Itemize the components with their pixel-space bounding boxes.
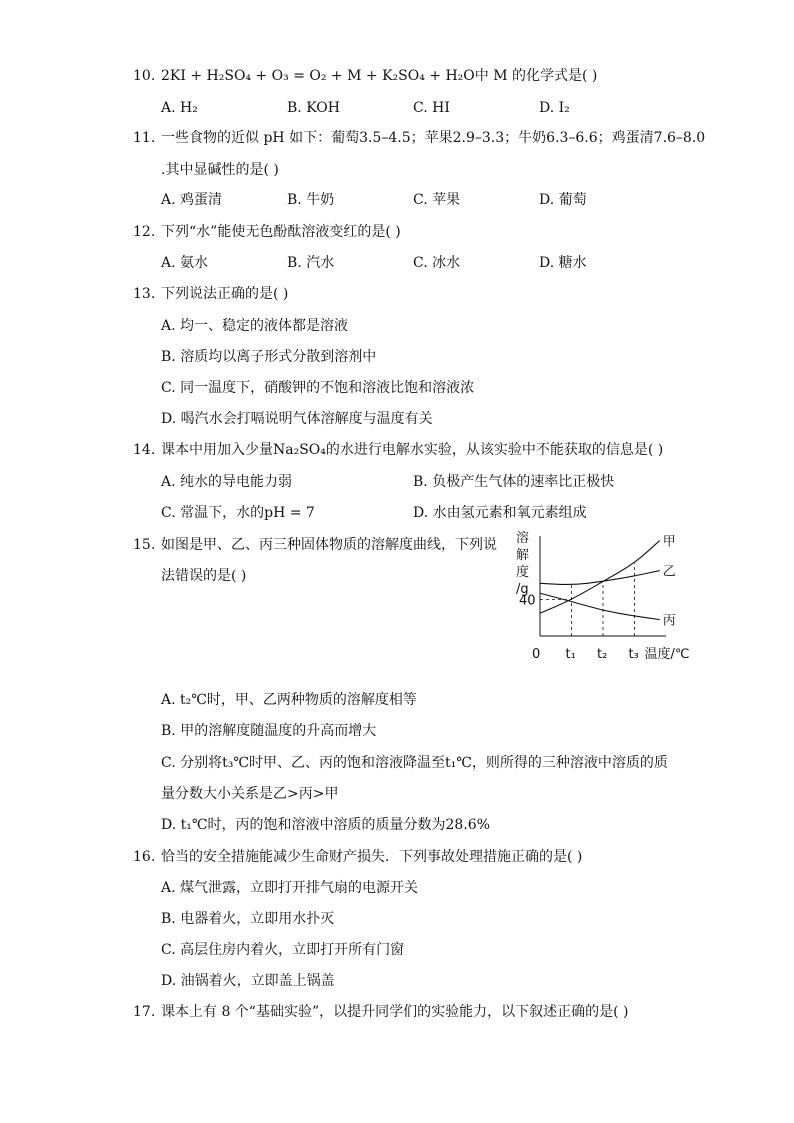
option-d: D. t₁℃时，丙的饱和溶液中溶质的质量分数为28.6% — [161, 817, 490, 833]
option-a: A. 煤气泄露，立即打开排气扇的电源开关 — [161, 880, 419, 896]
question-stem: 课本上有 8 个“基础实验”，以提升同学们的实验能力，以下叙述正确的是( ) — [161, 1004, 629, 1020]
question-number: 11. — [133, 130, 156, 146]
series-line — [540, 593, 660, 619]
y-tick-label: 40 — [519, 593, 536, 609]
question-number: 17. — [133, 1004, 156, 1020]
option-c: C. 分别将t₃℃时甲、乙、丙的饱和溶液降温至t₁℃，则所得的三种溶液中溶质的质 — [161, 755, 668, 771]
y-axis-label: 溶 — [516, 531, 530, 546]
question-stem: 课本中用加入少量Na₂SO₄的水进行电解水实验，从该实验中不能获取的信息是( ) — [161, 442, 664, 458]
option-d: D. I₂ — [539, 100, 570, 116]
option-b: B. 汽水 — [287, 255, 335, 271]
option-b: B. 电器着火，立即用水扑灭 — [161, 911, 335, 927]
question-number: 10. — [133, 68, 156, 84]
option-c: C. 同一温度下，硝酸钾的不饱和溶液比饱和溶液浓 — [161, 380, 475, 396]
series-label: 甲 — [662, 534, 676, 550]
option-b: B. 负极产生气体的速率比正极快 — [413, 474, 615, 490]
series-label: 乙 — [662, 564, 676, 580]
option-a: A. 均一、稳定的液体都是溶液 — [161, 318, 349, 334]
x-tick-label: t₃ — [628, 647, 639, 662]
option-a: A. 氨水 — [161, 255, 209, 271]
y-axis-label: /g — [516, 582, 529, 597]
option-b: B. 溶质均以离子形式分散到溶剂中 — [161, 349, 377, 365]
series-line — [540, 571, 660, 585]
chart-labels — [516, 530, 689, 662]
chart-guides — [540, 563, 635, 636]
x-tick-label: t₁ — [565, 647, 576, 662]
question-stem-cont: .其中显碱性的是( ) — [161, 162, 279, 178]
question-number: 13. — [133, 286, 156, 302]
option-d: D. 葡萄 — [539, 192, 587, 208]
option-c: C. 冰水 — [413, 255, 461, 271]
question-stem: 恰当的安全措施能减少生命财产损失．下列事故处理措施正确的是( ) — [161, 849, 583, 865]
option-c: C. 高层住房内着火，立即打开所有门窗 — [161, 942, 405, 958]
option-d: D. 油锅着火，立即盖上锅盖 — [161, 973, 335, 989]
option-b: B. KOH — [287, 100, 340, 116]
question-stem-cont: 法错误的是( ) — [161, 568, 247, 584]
option-d: D. 喝汽水会打嗝说明气体溶解度与温度有关 — [161, 411, 433, 427]
option-b: B. 甲的溶解度随温度的升高而增大 — [161, 723, 377, 739]
origin-label: 0 — [532, 647, 541, 662]
option-b: B. 牛奶 — [287, 192, 335, 208]
question-stem: 下列“水”能使无色酚酞溶液变红的是( ) — [161, 224, 401, 240]
question-stem: 下列说法正确的是( ) — [161, 286, 289, 302]
question-number: 14. — [133, 442, 156, 458]
option-a: A. 纯水的导电能力弱 — [161, 474, 293, 490]
solubility-chart — [500, 528, 690, 668]
series-line — [540, 541, 660, 614]
x-tick-label: t₂ — [597, 647, 608, 662]
x-axis-label: 温度/℃ — [644, 647, 690, 662]
question-number: 12. — [133, 224, 156, 240]
question-number: 16. — [133, 849, 156, 865]
question-number: 15. — [133, 537, 156, 553]
series-label: 丙 — [662, 613, 676, 629]
option-c: C. HI — [413, 100, 450, 116]
question-stem: 一些食物的近似 pH 如下：葡萄3.5–4.5；苹果2.9–3.3；牛奶6.3–6.6；鸡蛋清7.6–8.0 — [161, 130, 706, 146]
option-a: A. t₂℃时，甲、乙两种物质的溶解度相等 — [161, 692, 417, 708]
option-d: D. 糖水 — [539, 255, 587, 271]
question-stem: 2KI + H₂SO₄ + O₃ = O₂ + M + K₂SO₄ + H₂O中 M 的化学式是( ) — [161, 68, 598, 84]
option-a: A. 鸡蛋清 — [161, 192, 223, 208]
question-stem: 如图是甲、乙、丙三种固体物质的溶解度曲线，下列说 — [161, 537, 497, 553]
option-a: A. H₂ — [161, 100, 198, 116]
option-c-cont: 量分数大小关系是乙>丙>甲 — [161, 786, 339, 802]
chart-series — [540, 541, 660, 620]
y-axis-label: 度 — [516, 565, 530, 580]
option-d: D. 水由氢元素和氧元素组成 — [413, 505, 587, 521]
option-c: C. 苹果 — [413, 192, 461, 208]
y-axis-label: 解 — [516, 548, 530, 563]
option-c: C. 常温下，水的pH = 7 — [161, 505, 315, 521]
